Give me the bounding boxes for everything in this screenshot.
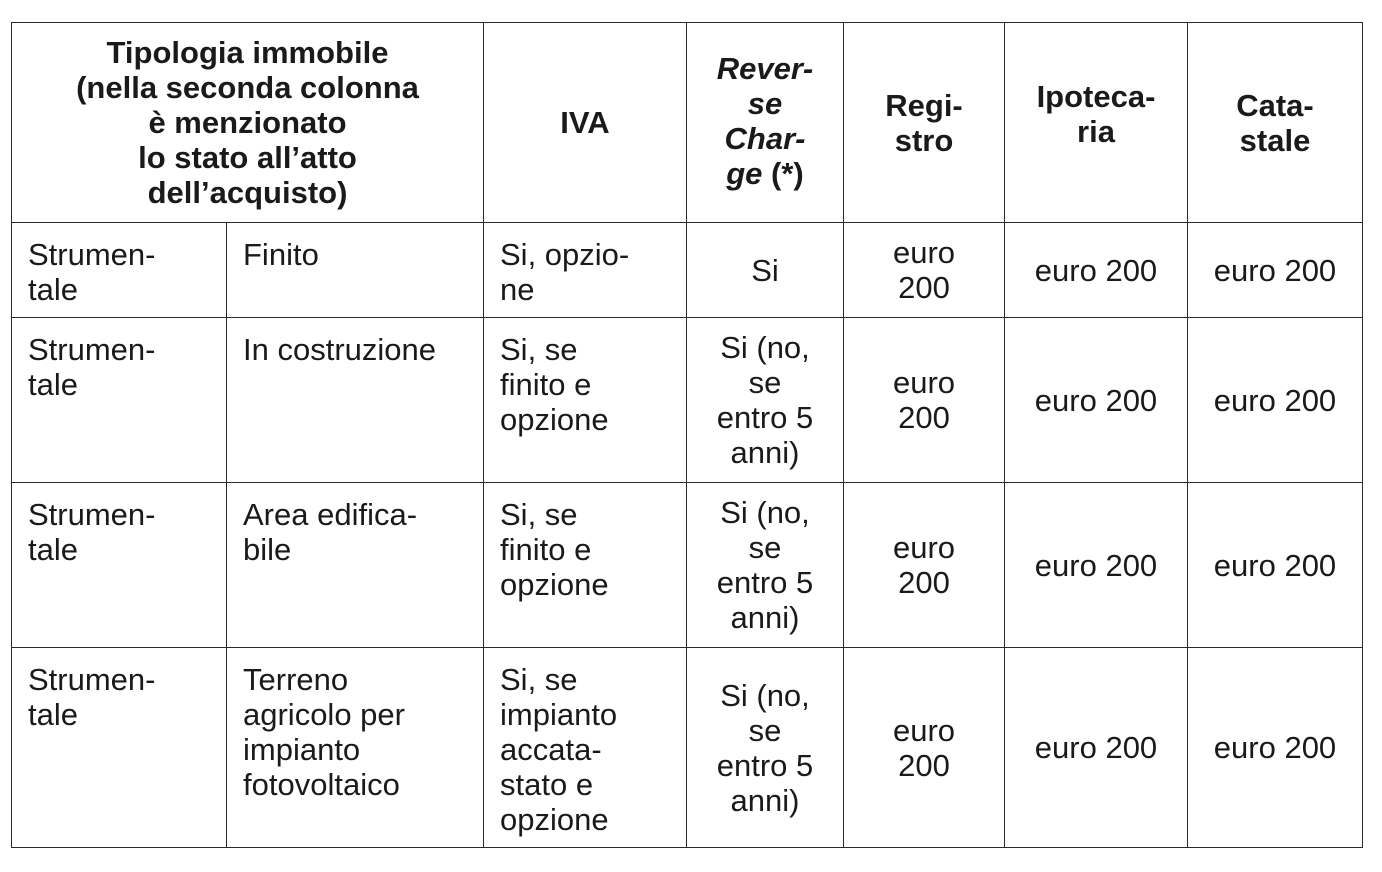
header-tipologia [12, 23, 484, 223]
header-iva [484, 23, 687, 223]
cell-text: tale [28, 532, 78, 567]
cell-text: 200 [898, 400, 950, 435]
header-catastale-line: Cata- [1236, 87, 1314, 123]
cell-catastale: euro 200 [1188, 648, 1363, 848]
cell-reverse-charge [687, 223, 844, 318]
header-tipologia-line: Tipologia immobile [106, 35, 389, 70]
table-row [12, 483, 1363, 648]
cell-text: impianto [243, 732, 361, 767]
cell-text: accata- [500, 732, 602, 767]
cell-ipotecaria: euro 200 [1005, 483, 1188, 648]
cell-registro [844, 483, 1005, 648]
cell-text: opzione [500, 802, 609, 837]
cell-text: stato e [500, 767, 594, 802]
cell-text: anni) [730, 782, 800, 818]
table-row [12, 318, 1363, 483]
cell-text: entro 5 [716, 747, 814, 783]
cell-text: entro 5 [716, 565, 814, 600]
table-row [12, 223, 1363, 318]
header-ipotecaria-line: Ipoteca- [1036, 79, 1156, 114]
header-catastale [1188, 23, 1363, 223]
cell-ipotecaria: euro 200 [1005, 223, 1188, 318]
cell-type [12, 223, 227, 318]
cell-text: tale [28, 367, 78, 402]
cell-text: Area edifica- [243, 497, 418, 532]
cell-text: Terreno [243, 662, 349, 697]
cell-catastale: euro 200 [1188, 483, 1363, 648]
cell-text: Si [751, 252, 779, 288]
header-tipologia-line: lo stato all’atto [138, 140, 357, 175]
cell-text: finito e [500, 532, 592, 567]
header-ipotecaria [1005, 23, 1188, 223]
cell-text: Si (no, [720, 677, 810, 713]
cell-text: opzione [500, 567, 609, 602]
header-tipologia-line: dell’acquisto) [147, 175, 348, 210]
header-registro-line: Regi- [885, 87, 963, 123]
header-catastale-line: stale [1239, 122, 1311, 158]
cell-text: 200 [898, 270, 950, 305]
cell-text: Si (no, [720, 495, 810, 530]
cell-type [12, 483, 227, 648]
header-tipologia-line: (nella seconda colonna [76, 70, 419, 105]
cell-text: tale [28, 697, 78, 732]
cell-ipotecaria: euro 200 [1005, 648, 1188, 848]
header-registro [844, 23, 1005, 223]
cell-text: In costruzione [243, 332, 436, 367]
cell-text: se [748, 712, 782, 748]
cell-text: impianto [500, 697, 618, 732]
cell-text: anni) [730, 600, 800, 635]
cell-text: agricolo per [243, 697, 405, 732]
cell-text: anni) [730, 435, 800, 470]
cell-text: 200 [898, 565, 950, 600]
cell-reverse-charge [687, 483, 844, 648]
cell-catastale: euro 200 [1188, 223, 1363, 318]
cell-text: se [748, 530, 782, 565]
cell-state [227, 648, 484, 848]
cell-registro [844, 648, 1005, 848]
cell-text: fotovoltaico [243, 767, 400, 802]
cell-iva [484, 223, 687, 318]
cell-registro [844, 318, 1005, 483]
tax-table [11, 22, 1363, 848]
cell-text: opzione [500, 402, 609, 437]
cell-iva [484, 648, 687, 848]
cell-text: bile [243, 532, 292, 567]
cell-text: Si, se [500, 332, 578, 367]
cell-state [227, 483, 484, 648]
cell-text: finito e [500, 367, 592, 402]
cell-text: euro [892, 712, 956, 748]
header-iva-label: IVA [560, 105, 610, 140]
cell-text: Si (no, [720, 330, 810, 365]
cell-state [227, 223, 484, 318]
header-reverse-line: ge [726, 156, 763, 191]
cell-text: Strumen- [28, 662, 156, 697]
cell-text: Si, se [500, 662, 578, 697]
header-reverse-line: Rever- [716, 51, 814, 86]
cell-type [12, 318, 227, 483]
header-reverse-line: se [747, 86, 783, 121]
cell-ipotecaria: euro 200 [1005, 318, 1188, 483]
cell-text: Si, se [500, 497, 578, 532]
cell-text: Si, opzio- [500, 237, 630, 272]
cell-text: ne [500, 272, 535, 307]
cell-catastale: euro 200 [1188, 318, 1363, 483]
cell-registro [844, 223, 1005, 318]
cell-text: entro 5 [716, 400, 814, 435]
cell-iva [484, 318, 687, 483]
cell-iva [484, 483, 687, 648]
header-reverse-charge [687, 23, 844, 223]
table-row [12, 648, 1363, 848]
cell-text: se [748, 365, 782, 400]
cell-reverse-charge [687, 648, 844, 848]
cell-text: Strumen- [28, 497, 156, 532]
header-reverse-line: Char- [724, 121, 806, 156]
cell-reverse-charge [687, 318, 844, 483]
cell-text: tale [28, 272, 78, 307]
cell-type [12, 648, 227, 848]
cell-text: 200 [898, 747, 950, 783]
header-ipotecaria-line: ria [1077, 114, 1115, 149]
header-registro-line: stro [894, 122, 954, 158]
cell-text: Strumen- [28, 332, 156, 367]
header-tipologia-line: è menzionato [148, 105, 347, 140]
cell-text: Finito [243, 237, 319, 272]
header-row [12, 23, 1363, 223]
cell-text: euro [892, 530, 956, 565]
header-reverse-note: (*) [762, 156, 804, 191]
cell-text: euro [892, 365, 956, 400]
cell-text: Strumen- [28, 237, 156, 272]
cell-text: euro [892, 235, 956, 270]
cell-state [227, 318, 484, 483]
